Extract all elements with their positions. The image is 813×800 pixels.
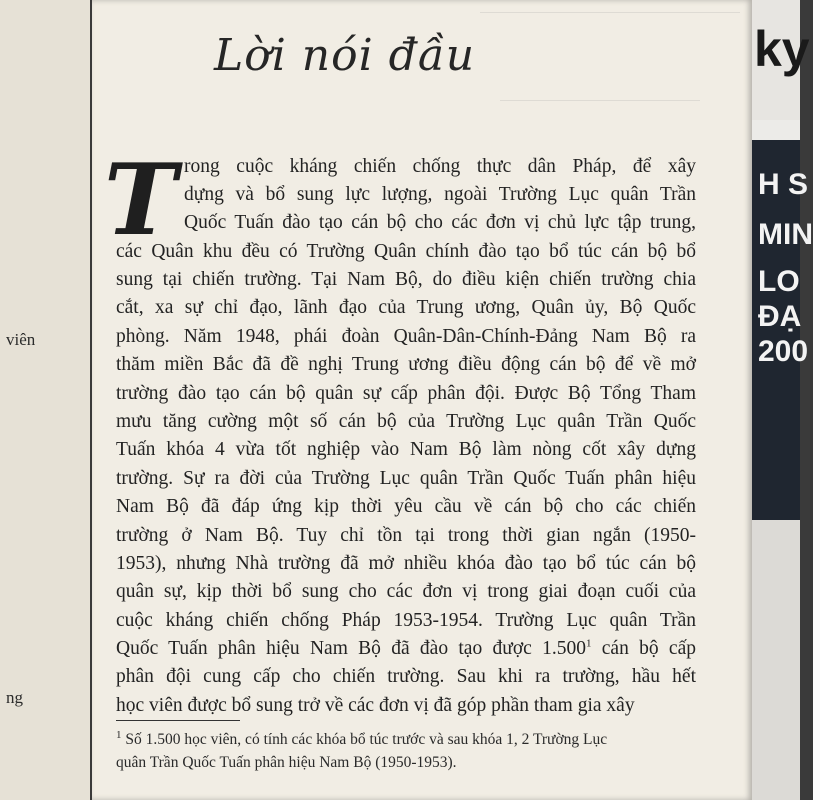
body-line: phòng. Năm 1948, phái đoàn Quân-Dân-Chính-Đảng Nam Bộ ra xyxy=(116,326,696,347)
body-line: 1953), nhưng Nhà trường đã mở nhiều khóa đào tạo bổ túc cán bộ xyxy=(116,553,696,574)
bleed-through xyxy=(500,100,700,109)
cover-lower-area xyxy=(752,520,800,800)
body-line: các Quân khu đều có Trường Quân chính đào tạo bổ túc cán bộ bổ xyxy=(116,241,696,262)
footnote-reference: 1 xyxy=(585,637,592,650)
cover-dark-band xyxy=(752,140,813,520)
cover-text-fragment: MIN xyxy=(758,218,813,251)
left-page-fragment: ng xyxy=(6,688,23,707)
cover-text-fragment: LO xyxy=(758,265,800,298)
cover-text-fragment: 200 xyxy=(758,335,809,368)
body-line: cắt, xa sự chỉ đạo, lãnh đạo của Trung ương, Quân ủy, Bộ Quốc xyxy=(116,297,696,318)
body-line-with-footnote-ref xyxy=(116,638,696,660)
page-title: Lời nói đầu xyxy=(214,30,476,81)
body-line: quân sự, kịp thời bổ sung cho các đơn vị trong giai đoạn cuối của xyxy=(116,581,696,602)
body-line: trường ở Nam Bộ. Tuy chỉ tồn tại trong thời gian ngắn (1950- xyxy=(116,525,696,546)
footnote-rule xyxy=(116,720,240,721)
body-line-text: Quốc Tuấn phân hiệu Nam Bộ đã đào tạo được 1.500 xyxy=(116,638,586,659)
body-line: phân đội cung cấp cho chiến trường. Sau khi ra trường, hầu hết xyxy=(116,666,696,687)
cover-top-area xyxy=(752,0,810,120)
body-line: trường. Sự ra đời của Trường Lục quân Trần Quốc Tuấn phân hiệu xyxy=(116,468,696,489)
body-line: dựng và bổ sung lực lượng, ngoài Trường Lục quân Trần xyxy=(184,184,696,205)
body-line: Tuấn khóa 4 vừa tốt nghiệp vào Nam Bộ làm nòng cốt xây dựng xyxy=(116,439,696,460)
left-page-fragment: viên xyxy=(6,330,36,349)
body-line-text: cán bộ cấp xyxy=(591,638,696,659)
left-page-edge xyxy=(0,0,90,800)
book-cover-edge xyxy=(752,0,813,800)
body-line: cuộc kháng chiến chống Pháp 1953-1954. Trường Lục quân Trần xyxy=(116,610,696,631)
footnote-text: Số 1.500 học viên, có tính các khóa bổ túc trước và sau khóa 1, 2 Trường Lục xyxy=(121,731,608,748)
cover-title-fragment: ky xyxy=(754,21,810,77)
footnote-line xyxy=(116,728,608,749)
body-line: học viên được bổ sung trở về các đơn vị đã góp phần tham gia xây xyxy=(116,695,635,716)
body-line: sung tại chiến trường. Tại Nam Bộ, do điều kiện chiến trường chia xyxy=(116,269,696,290)
bleed-through xyxy=(480,12,740,21)
body-line: thăm miền Bắc đã đề nghị Trung ương điều động cán bộ để về mở xyxy=(116,354,696,375)
body-line: mưu tăng cường một số cán bộ của Trường Lục quân Trần Quốc xyxy=(116,411,696,432)
drop-cap: T xyxy=(104,143,177,258)
cover-text-fragment: ĐẠ xyxy=(758,300,802,333)
footnote-line: quân Trần Quốc Tuấn phân hiệu Nam Bộ (1950-1953). xyxy=(116,754,457,771)
body-line: Nam Bộ đã đáp ứng kịp thời yêu cầu về cán bộ cho các chiến xyxy=(116,496,696,517)
body-line: rong cuộc kháng chiến chống thực dân Pháp, để xây xyxy=(184,156,696,177)
cover-text-fragment: H S xyxy=(758,168,809,201)
footnote-marker: 1 xyxy=(116,728,122,741)
body-line: Quốc Tuấn đào tạo cán bộ cho các đơn vị chủ lực tập trung, xyxy=(184,212,696,233)
body-line: trường đào tạo cán bộ quân sự cấp phân đội. Được Bộ Tổng Tham xyxy=(116,383,696,404)
